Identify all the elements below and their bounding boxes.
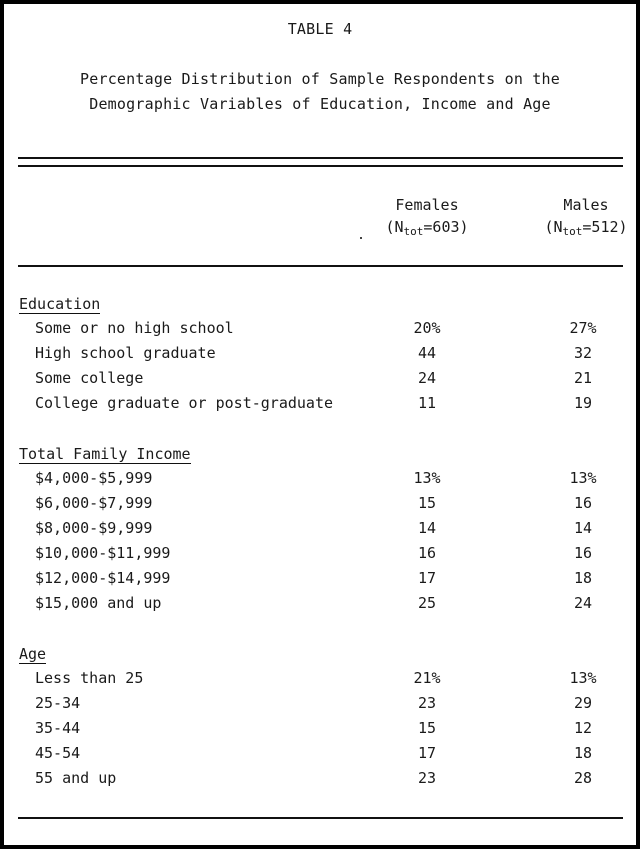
row-label: High school graduate bbox=[35, 344, 216, 362]
females-value: 15 bbox=[417, 494, 437, 512]
females-value: 13% bbox=[413, 469, 441, 487]
males-value: 13% bbox=[569, 469, 597, 487]
males-value: 27% bbox=[569, 319, 597, 337]
table-row bbox=[0, 394, 640, 418]
females-label: Females bbox=[395, 196, 459, 214]
section-heading: Age bbox=[19, 645, 47, 663]
males-value: 14 bbox=[573, 519, 593, 537]
row-label: $15,000 and up bbox=[35, 594, 162, 612]
males-value: 16 bbox=[573, 544, 593, 562]
females-value: 25 bbox=[417, 594, 437, 612]
table-number: TABLE 4 bbox=[287, 20, 353, 38]
females-value: 23 bbox=[417, 694, 437, 712]
females-n: $(N_{tot}=603)$ bbox=[385, 218, 469, 238]
males-value: 18 bbox=[573, 744, 593, 762]
header-rule bbox=[18, 265, 623, 267]
caption-line-2: Demographic Variables of Education, Income and Age bbox=[89, 95, 551, 113]
column-header-females bbox=[367, 194, 487, 243]
table-row bbox=[0, 369, 640, 393]
males-n: $(N_{tot}=512)$ bbox=[544, 218, 628, 238]
females-value: 15 bbox=[417, 719, 437, 737]
females-value: 21% bbox=[413, 669, 441, 687]
row-label: 35-44 bbox=[35, 719, 81, 737]
row-label: Some or no high school bbox=[35, 319, 234, 337]
table-row bbox=[0, 669, 640, 693]
row-label: $6,000-$7,999 bbox=[35, 494, 153, 512]
females-value: 44 bbox=[417, 344, 437, 362]
females-value: 20% bbox=[413, 319, 441, 337]
males-value: 12 bbox=[573, 719, 593, 737]
table-row bbox=[0, 344, 640, 368]
males-value: 19 bbox=[573, 394, 593, 412]
section-heading: Total Family Income bbox=[19, 445, 191, 463]
males-value: 13% bbox=[569, 669, 597, 687]
row-label: $8,000-$9,999 bbox=[35, 519, 153, 537]
males-value: 18 bbox=[573, 569, 593, 587]
row-label: 25-34 bbox=[35, 694, 81, 712]
females-value: 23 bbox=[417, 769, 437, 787]
bottom-rule bbox=[18, 817, 623, 819]
males-value: 16 bbox=[573, 494, 593, 512]
section-heading: Education bbox=[19, 295, 101, 313]
row-label: Some college bbox=[35, 369, 144, 387]
table-row bbox=[0, 519, 640, 543]
males-value: 29 bbox=[573, 694, 593, 712]
males-value: 21 bbox=[573, 369, 593, 387]
females-value: 11 bbox=[417, 394, 437, 412]
males-value: 24 bbox=[573, 594, 593, 612]
column-header-males bbox=[526, 194, 640, 243]
row-label: College graduate or post-graduate bbox=[35, 394, 334, 412]
table-row bbox=[0, 494, 640, 518]
table-row bbox=[0, 594, 640, 618]
females-value: 17 bbox=[417, 744, 437, 762]
males-value: 28 bbox=[573, 769, 593, 787]
table-row bbox=[0, 694, 640, 718]
scan-speck bbox=[360, 237, 362, 239]
females-value: 14 bbox=[417, 519, 437, 537]
top-rule bbox=[18, 157, 623, 159]
row-label: Less than 25 bbox=[35, 669, 144, 687]
row-label: $4,000-$5,999 bbox=[35, 469, 153, 487]
row-label: $12,000-$14,999 bbox=[35, 569, 171, 587]
table-row bbox=[0, 569, 640, 593]
table-row bbox=[0, 544, 640, 568]
caption-line-1: Percentage Distribution of Sample Respondents on the bbox=[80, 70, 560, 88]
males-value: 32 bbox=[573, 344, 593, 362]
females-value: 24 bbox=[417, 369, 437, 387]
row-label: $10,000-$11,999 bbox=[35, 544, 171, 562]
table-row bbox=[0, 744, 640, 768]
table-row bbox=[0, 469, 640, 493]
table-row bbox=[0, 319, 640, 343]
table-row bbox=[0, 719, 640, 743]
row-label: 55 and up bbox=[35, 769, 117, 787]
males-label: Males bbox=[563, 196, 609, 214]
table-row bbox=[0, 769, 640, 793]
females-value: 17 bbox=[417, 569, 437, 587]
females-value: 16 bbox=[417, 544, 437, 562]
top-rule-double bbox=[18, 165, 623, 167]
row-label: 45-54 bbox=[35, 744, 81, 762]
